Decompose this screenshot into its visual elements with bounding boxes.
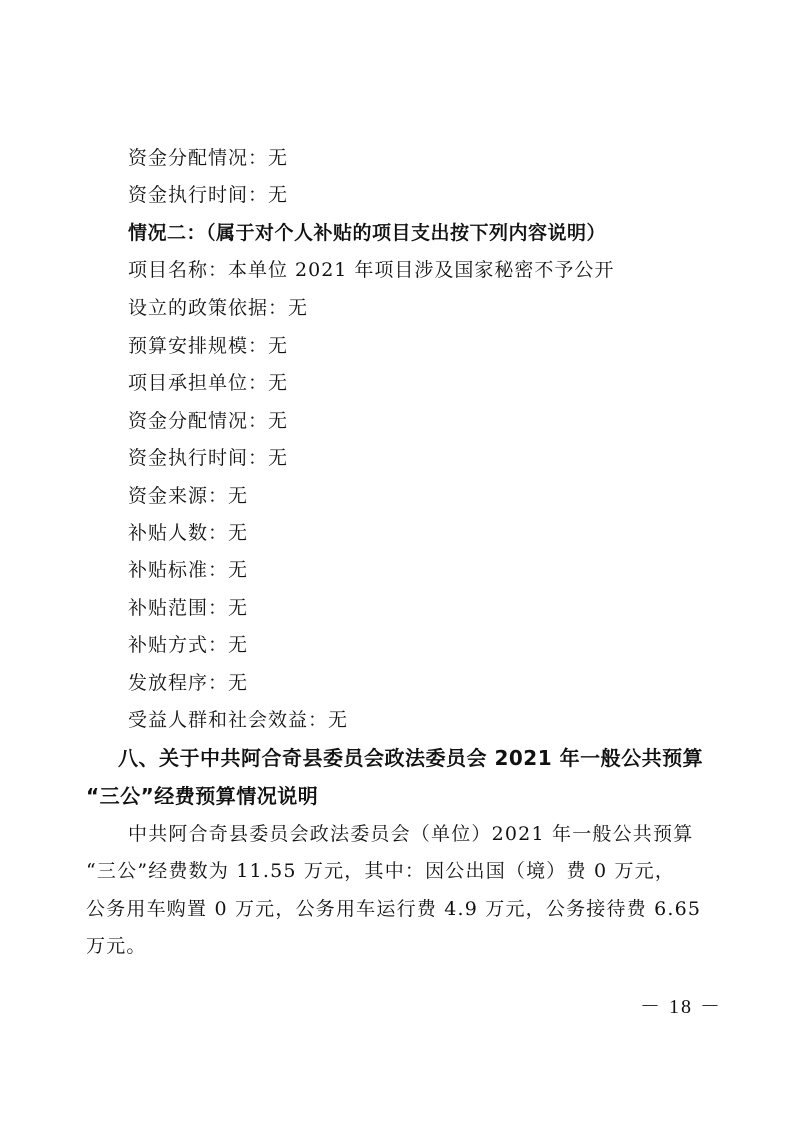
text-line-project-name: 项目名称：本单位 2021 年项目涉及国家秘密不予公开	[128, 259, 615, 281]
text-line-fund-source: 资金来源：无	[128, 485, 249, 507]
paragraph-line-4: 万元。	[86, 935, 147, 957]
paragraph-line-1: 中共阿合奇县委员会政法委员会（单位）2021 年一般公共预算	[128, 823, 694, 845]
page-number: － 18 －	[640, 996, 722, 1018]
text-line-subsidy-scope: 补贴范围：无	[128, 597, 249, 619]
text-line-subsidy-method: 补贴方式：无	[128, 634, 249, 656]
text-line-fund-execution-time-2: 资金执行时间：无	[128, 447, 289, 469]
text-line-distribution-procedure: 发放程序：无	[128, 672, 249, 694]
text-line-fund-allocation-2: 资金分配情况：无	[128, 410, 289, 432]
section-heading-line-2: “三公”经费预算情况说明	[86, 784, 319, 808]
text-line-project-unit: 项目承担单位：无	[128, 372, 289, 394]
text-line-subsidy-count: 补贴人数：无	[128, 522, 249, 544]
text-line-budget-scale: 预算安排规模：无	[128, 335, 289, 357]
text-line-fund-execution-time: 资金执行时间：无	[128, 184, 289, 206]
paragraph-line-2: “三公”经费数为 11.55 万元，其中：因公出国（境）费 0 万元，	[86, 860, 676, 882]
subheading-case-two: 情况二：（属于对个人补贴的项目支出按下列内容说明）	[128, 222, 607, 244]
text-line-fund-allocation: 资金分配情况：无	[128, 147, 289, 169]
text-line-policy-basis: 设立的政策依据：无	[128, 297, 309, 319]
paragraph-line-3: 公务用车购置 0 万元，公务用车运行费 4.9 万元，公务接待费 6.65	[86, 898, 702, 920]
text-line-subsidy-standard: 补贴标准：无	[128, 559, 249, 581]
text-line-beneficiaries: 受益人群和社会效益：无	[128, 709, 349, 731]
section-heading-line-1: 八、关于中共阿合奇县委员会政法委员会 2021 年一般公共预算	[118, 746, 704, 770]
